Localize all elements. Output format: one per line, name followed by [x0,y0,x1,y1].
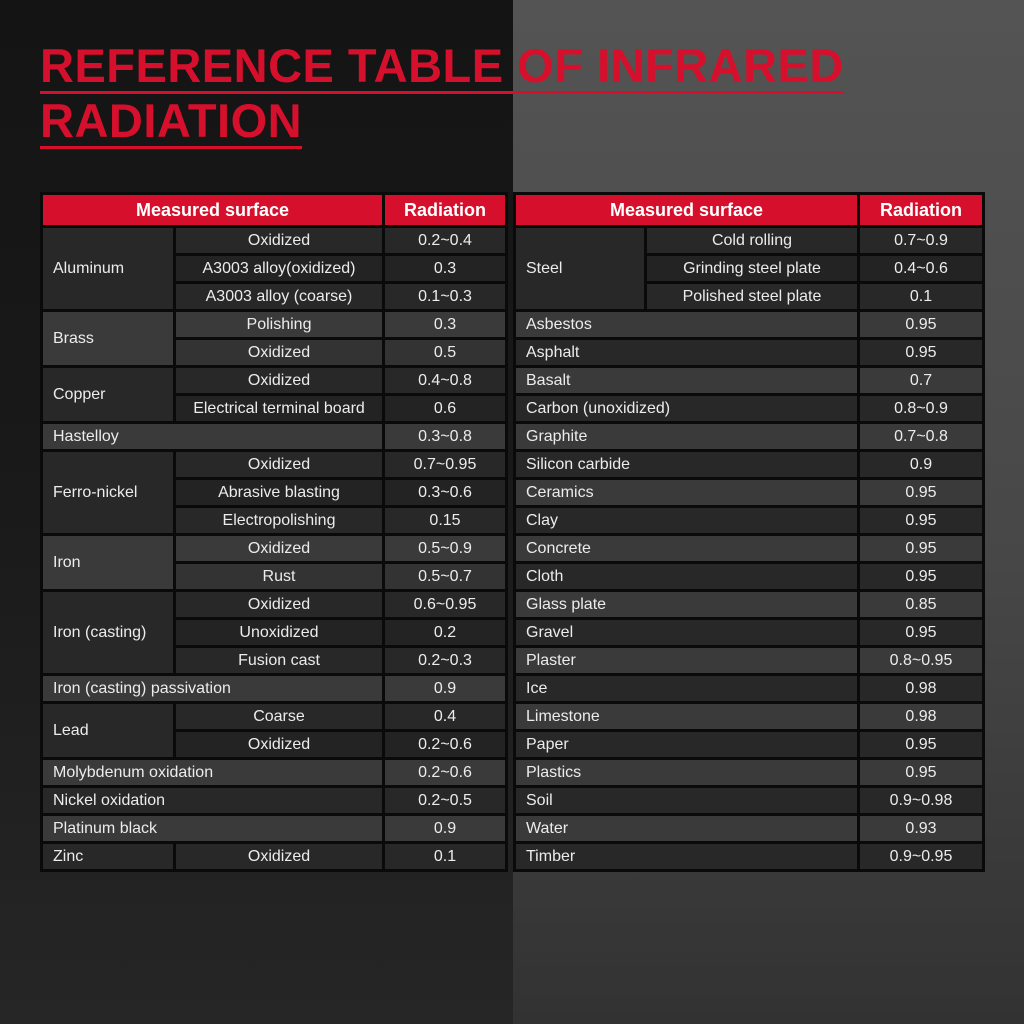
radiation-value-cell: 0.85 [860,592,982,617]
radiation-value-cell: 0.95 [860,760,982,785]
radiation-value-cell: 0.4 [385,704,505,729]
surface-cell: Oxidized [176,536,382,561]
radiation-value-cell: 0.7 [860,368,982,393]
radiation-value-cell: 0.3 [385,312,505,337]
radiation-value-cell: 0.7~0.95 [385,452,505,477]
radiation-value-cell: 0.8~0.95 [860,648,982,673]
radiation-value-cell: 0.95 [860,564,982,589]
surface-cell: Oxidized [176,732,382,757]
radiation-value-cell: 0.7~0.9 [860,228,982,253]
radiation-value-cell: 0.1~0.3 [385,284,505,309]
material-cell: Hastelloy [43,424,382,449]
surface-cell: A3003 alloy(oxidized) [176,256,382,281]
material-cell: Concrete [516,536,857,561]
page-title-line1: REFERENCE TABLE OF INFRARED [40,39,844,92]
radiation-value-cell: 0.9~0.98 [860,788,982,813]
radiation-value-cell: 0.5~0.9 [385,536,505,561]
radiation-value-cell: 0.2~0.6 [385,760,505,785]
radiation-value-cell: 0.9 [860,452,982,477]
surface-cell: Cold rolling [647,228,857,253]
material-cell: Ice [516,676,857,701]
radiation-value-cell: 0.2~0.6 [385,732,505,757]
material-cell: Paper [516,732,857,757]
radiation-value-cell: 0.95 [860,536,982,561]
radiation-value-cell: 0.3 [385,256,505,281]
material-cell: Ceramics [516,480,857,505]
radiation-value-cell: 0.93 [860,816,982,841]
page-title [40,38,1000,149]
radiation-value-cell: 0.2~0.5 [385,788,505,813]
surface-cell: Polished steel plate [647,284,857,309]
radiation-value-cell: 0.4~0.6 [860,256,982,281]
material-cell: Silicon carbide [516,452,857,477]
radiation-value-cell: 0.8~0.9 [860,396,982,421]
material-cell: Plaster [516,648,857,673]
radiation-value-cell: 0.9 [385,676,505,701]
material-cell: Iron (casting) passivation [43,676,382,701]
material-cell: Soil [516,788,857,813]
material-cell: Brass [43,312,173,365]
radiation-value-cell: 0.4~0.8 [385,368,505,393]
radiation-value-cell: 0.5~0.7 [385,564,505,589]
surface-cell: Electrical terminal board [176,396,382,421]
surface-cell: Rust [176,564,382,589]
surface-cell: Oxidized [176,592,382,617]
radiation-value-cell: 0.95 [860,620,982,645]
material-cell: Ferro-nickel [43,452,173,533]
radiation-header: Radiation [860,195,982,225]
radiation-value-cell: 0.1 [385,844,505,869]
surface-cell: Oxidized [176,452,382,477]
radiation-value-cell: 0.6 [385,396,505,421]
measured-surface-header: Measured surface [516,195,857,225]
material-cell: Timber [516,844,857,869]
radiation-value-cell: 0.7~0.8 [860,424,982,449]
material-cell: Asphalt [516,340,857,365]
material-cell: Cloth [516,564,857,589]
surface-cell: Polishing [176,312,382,337]
page-title-line2: RADIATION [40,94,303,148]
material-cell: Nickel oxidation [43,788,382,813]
material-cell: Steel [516,228,644,309]
material-cell: Platinum black [43,816,382,841]
material-cell: Glass plate [516,592,857,617]
surface-cell: Coarse [176,704,382,729]
material-cell: Water [516,816,857,841]
radiation-value-cell: 0.2 [385,620,505,645]
radiation-value-cell: 0.95 [860,340,982,365]
material-cell: Limestone [516,704,857,729]
material-cell: Carbon (unoxidized) [516,396,857,421]
material-cell: Copper [43,368,173,421]
material-cell: Zinc [43,844,173,869]
emissivity-table-left [40,192,508,872]
radiation-value-cell: 0.98 [860,704,982,729]
measured-surface-header: Measured surface [43,195,382,225]
radiation-value-cell: 0.95 [860,480,982,505]
radiation-value-cell: 0.2~0.4 [385,228,505,253]
radiation-value-cell: 0.3~0.8 [385,424,505,449]
surface-cell: A3003 alloy (coarse) [176,284,382,309]
material-cell: Asbestos [516,312,857,337]
surface-cell: Grinding steel plate [647,256,857,281]
surface-cell: Abrasive blasting [176,480,382,505]
material-cell: Lead [43,704,173,757]
radiation-value-cell: 0.5 [385,340,505,365]
material-cell: Molybdenum oxidation [43,760,382,785]
material-cell: Graphite [516,424,857,449]
radiation-header: Radiation [385,195,505,225]
surface-cell: Electropolishing [176,508,382,533]
emissivity-table-right [513,192,985,872]
radiation-value-cell: 0.9~0.95 [860,844,982,869]
radiation-value-cell: 0.3~0.6 [385,480,505,505]
radiation-value-cell: 0.95 [860,312,982,337]
surface-cell: Fusion cast [176,648,382,673]
material-cell: Iron [43,536,173,589]
radiation-value-cell: 0.95 [860,508,982,533]
surface-cell: Oxidized [176,368,382,393]
surface-cell: Oxidized [176,844,382,869]
radiation-value-cell: 0.2~0.3 [385,648,505,673]
radiation-value-cell: 0.6~0.95 [385,592,505,617]
surface-cell: Oxidized [176,228,382,253]
radiation-value-cell: 0.95 [860,732,982,757]
radiation-value-cell: 0.9 [385,816,505,841]
material-cell: Clay [516,508,857,533]
surface-cell: Unoxidized [176,620,382,645]
radiation-value-cell: 0.98 [860,676,982,701]
surface-cell: Oxidized [176,340,382,365]
material-cell: Basalt [516,368,857,393]
material-cell: Iron (casting) [43,592,173,673]
material-cell: Plastics [516,760,857,785]
radiation-value-cell: 0.15 [385,508,505,533]
material-cell: Aluminum [43,228,173,309]
material-cell: Gravel [516,620,857,645]
radiation-value-cell: 0.1 [860,284,982,309]
